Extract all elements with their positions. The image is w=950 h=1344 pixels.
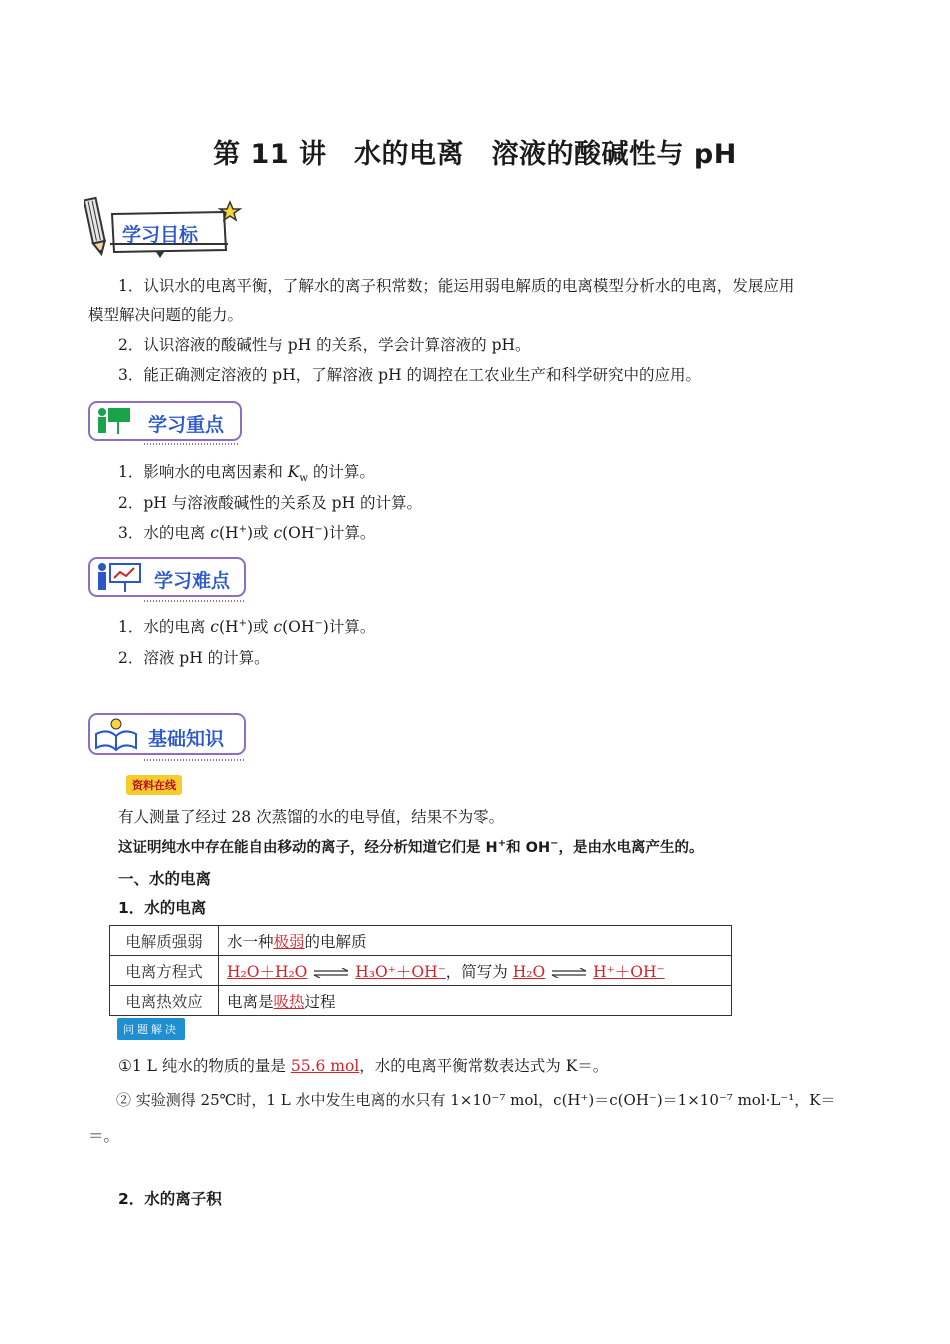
heading-1-water-ionization: 1．水的电离 [118, 899, 207, 917]
ionization-table [109, 925, 732, 1016]
info-tag: 资料在线 [126, 775, 182, 795]
info-line-2 [118, 836, 703, 857]
cell-text: 水一种 [227, 932, 274, 951]
kw-symbol: K [287, 463, 300, 481]
table-cell [219, 986, 732, 1016]
info-line-2-suffix: ，是由水电离产生的。 [558, 840, 704, 856]
problem-line-2: ② 实验测得 25℃时，1 L 水中发生电离的水只有 1×10⁻⁷ mol，c(H⁺)＝c(OH⁻)＝1×10⁻⁷ mol·L⁻¹，K＝ [116, 1091, 836, 1109]
goal-item-3: 3．能正确测定溶液的 pH，了解溶液 pH 的调控在工农业生产和科学研究中的应用。 [118, 366, 702, 384]
cell-text: 电离是 [227, 992, 274, 1011]
equilibrium-arrow-icon [312, 968, 350, 978]
oh-ion: (OH [282, 618, 315, 636]
table-label: 电离方程式 [110, 956, 219, 986]
answer-text: H⁺＋OH⁻ [593, 962, 665, 981]
difficulty-item-2: 2．溶液 pH 的计算。 [118, 649, 270, 667]
info-line-2-mid: 和 OH [506, 840, 551, 856]
problem-line-1-suffix: ，水的电离平衡常数表达式为 K＝。 [359, 1057, 609, 1075]
key-item-1-suffix: 的计算。 [307, 463, 375, 481]
table-row [110, 956, 732, 986]
c-symbol: c [210, 524, 219, 542]
page-title: 第 11 讲 水的电离 溶液的酸碱性与 pH [213, 139, 737, 170]
table-row [110, 926, 732, 956]
goals-badge-label: 学习目标 [122, 224, 199, 246]
plus-charge: + [497, 838, 507, 850]
minus-charge: − [314, 523, 323, 535]
goal-item-1a: 1．认识水的电离平衡，了解水的离子积常数；能运用弱电解质的电离模型分析水的电离，发展应用 [118, 277, 795, 295]
goal-item-1b: 模型解决问题的能力。 [88, 306, 244, 324]
key-points-badge [88, 400, 244, 448]
kw-subscript: w [299, 473, 308, 485]
table-cell [219, 926, 732, 956]
minus-charge: − [314, 617, 323, 629]
answer-text: 极弱 [273, 932, 305, 951]
c-symbol: c [273, 524, 283, 542]
oh-ion: (OH [282, 524, 315, 542]
problem-line-2-cont: ＝。 [88, 1127, 120, 1145]
heading-water-ionization: 一、水的电离 [118, 870, 212, 888]
difficulty-badge-label: 学习难点 [154, 570, 231, 592]
table-label: 电解质强弱 [110, 926, 219, 956]
key-item-3-suffix: )计算。 [322, 524, 376, 542]
cell-text: 的电解质 [304, 932, 367, 951]
c-symbol: c [273, 618, 283, 636]
problem-line-1-text: ①1 L 纯水的物质的量是 [118, 1057, 291, 1075]
key-item-3-text: 3．水的电离 [118, 524, 211, 542]
c-symbol: c [210, 618, 219, 636]
basics-badge-label: 基础知识 [148, 728, 225, 750]
goal-item-2: 2．认识溶液的酸碱性与 pH 的关系，学会计算溶液的 pH。 [118, 336, 531, 354]
table-label: 电离热效应 [110, 986, 219, 1016]
equilibrium-arrow-icon [550, 968, 588, 978]
info-line-1: 有人测量了经过 28 次蒸馏的水的电导值，结果不为零。 [118, 808, 505, 826]
key-item-3 [118, 521, 375, 543]
problem-line-1 [118, 1054, 608, 1076]
answer-text: 55.6 mol [290, 1057, 360, 1075]
problem-tag: 问题解决 [117, 1018, 185, 1040]
basics-badge [88, 712, 250, 764]
difficulty-item-1-text: 1．水的电离 [118, 618, 211, 636]
difficulty-item-1-suffix: )计算。 [322, 618, 376, 636]
minus-charge: − [550, 838, 559, 850]
key-item-2: 2．pH 与溶液酸碱性的关系及 pH 的计算。 [118, 494, 423, 512]
heading-2-ion-product: 2．水的离子积 [118, 1190, 222, 1208]
cell-text: ，简写为 [445, 962, 513, 981]
goals-badge [84, 194, 244, 260]
h-ion: (H [218, 524, 239, 542]
difficulty-item-1 [118, 615, 375, 637]
key-points-badge-label: 学习重点 [148, 414, 225, 436]
answer-text: H₃O⁺＋OH⁻ [355, 962, 446, 981]
answer-text: H₂O [512, 962, 546, 981]
key-item-1-text: 1．影响水的电离因素和 [118, 463, 288, 481]
answer-text: H₂O＋H₂O [227, 962, 308, 981]
plus-charge: + [238, 523, 247, 535]
info-line-2-text: 这证明纯水中存在能自由移动的离子，经分析知道它们是 H [118, 840, 498, 856]
table-cell [219, 956, 732, 986]
key-item-1 [118, 460, 375, 484]
or-text: )或 [246, 524, 274, 542]
cell-text: 过程 [304, 992, 336, 1011]
or-text: )或 [246, 618, 274, 636]
plus-charge: + [238, 617, 247, 629]
h-ion: (H [218, 618, 239, 636]
answer-text: 吸热 [273, 992, 305, 1011]
table-row [110, 986, 732, 1016]
difficulty-badge [88, 556, 250, 606]
